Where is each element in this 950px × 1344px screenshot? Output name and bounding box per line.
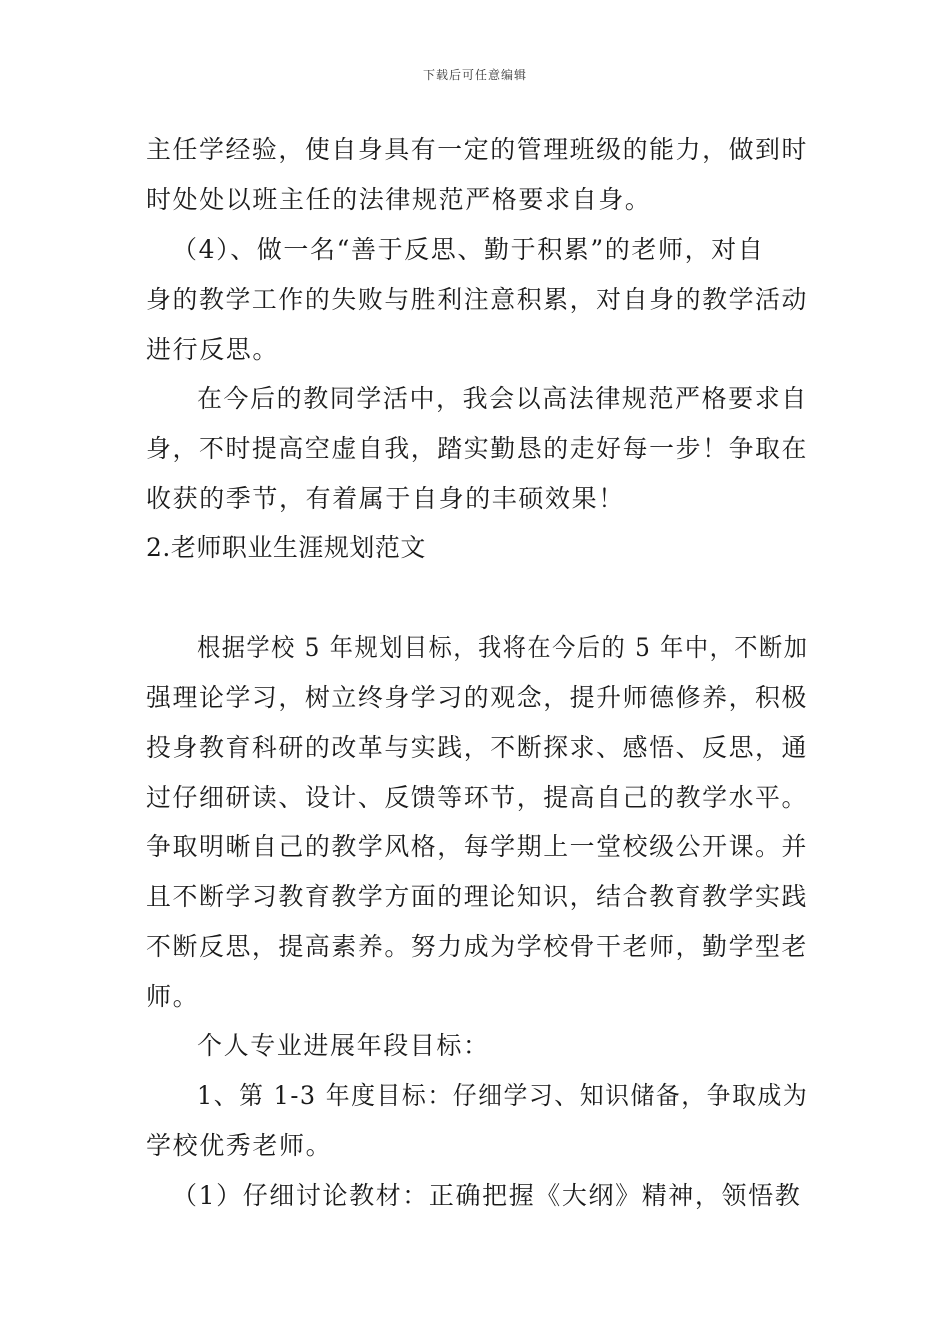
page-header: 下载后可任意编辑: [422, 68, 527, 82]
paragraph-line: 强理论学习，树立终身学习的观念，提升师德修养，积极: [146, 683, 809, 712]
paragraph-line: 争取明晰自己的教学风格，每学期上一堂校级公开课。并: [146, 832, 809, 861]
paragraph-line: 且不断学习教育教学方面的理论知识，结合教育教学实践: [146, 882, 809, 911]
paragraph-line: （1）仔细讨论教材：正确把握《大纲》精神，领悟教: [172, 1181, 802, 1210]
paragraph-line: 身的教学工作的失败与胜利注意积累，对自身的教学活动: [146, 285, 809, 314]
paragraph-line: 时处处以班主任的法律规范严格要求自身。: [146, 185, 652, 214]
section-heading: 2.老师职业生涯规划范文: [146, 533, 426, 562]
paragraph-line: 个人专业进展年段目标：: [197, 1031, 490, 1060]
paragraph-line: 投身教育科研的改革与实践，不断探求、感悟、反思，通: [146, 733, 809, 762]
paragraph-line: 不断反思，提高素养。努力成为学校骨干老师，勤学型老: [146, 932, 809, 961]
paragraph-line: 身，不时提高空虚自我，踏实勤恳的走好每一步！争取在: [146, 434, 809, 463]
paragraph-line: 收获的季节，有着属于自身的丰硕效果！: [146, 484, 625, 513]
paragraph-line: 师。: [146, 982, 200, 1011]
paragraph-line: 进行反思。: [146, 335, 280, 364]
paragraph-line: 在今后的教同学活中，我会以高法律规范严格要求自: [197, 384, 808, 413]
paragraph-line: 过仔细研读、设计、反馈等环节，提高自己的教学水平。: [146, 783, 809, 812]
paragraph-line: 主任学经验，使自身具有一定的管理班级的能力，做到时: [146, 135, 809, 164]
paragraph-line: 1、第 1-3 年度目标：仔细学习、知识储备，争取成为: [197, 1081, 809, 1110]
paragraph-line: 学校优秀老师。: [146, 1131, 333, 1160]
paragraph-line: 根据学校 5 年规划目标，我将在今后的 5 年中，不断加: [197, 633, 809, 662]
paragraph-line: （4）、做一名“善于反思、勤于积累”的老师，对自: [172, 235, 765, 264]
